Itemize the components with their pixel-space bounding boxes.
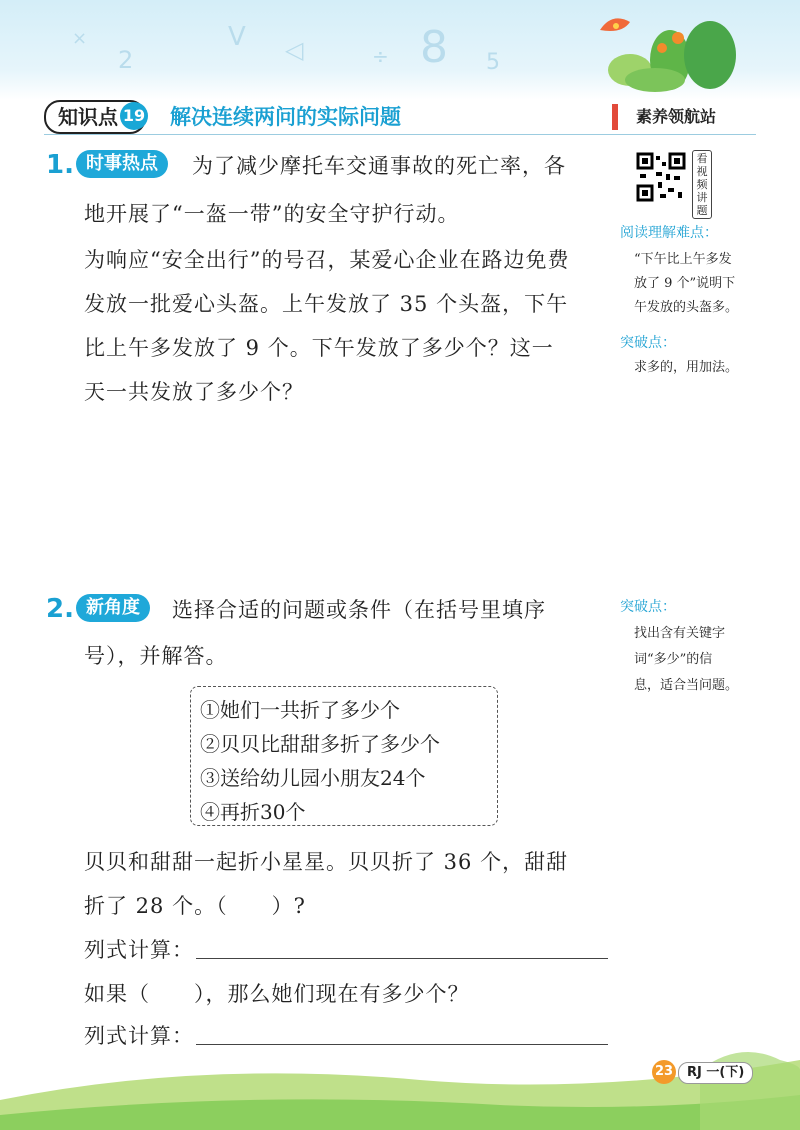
nav-title: 素养领航站 <box>636 107 717 126</box>
decor-2: 2 <box>118 46 134 74</box>
question-2-body-line: 如果（ ），那么她们现在有多少个？ <box>84 982 470 1006</box>
reading-difficulty-head: 阅读理解难点： <box>620 225 718 241</box>
question-2-line: 选择合适的问题或条件（在括号里填序 <box>172 598 546 622</box>
question-1-line: 比上午多发放了 9 个。下午发放了多少个？这一 <box>84 336 554 360</box>
calculation-label: 列式计算： <box>84 1024 194 1048</box>
question-1-line: 为响应“安全出行”的号召，某爱心企业在路边免费 <box>84 248 570 272</box>
option-item: ①她们一共折了多少个 <box>200 698 400 722</box>
reading-note-line: 午发放的头盔多。 <box>634 300 739 315</box>
breakthrough-line: 词“多少”的信 <box>634 652 713 667</box>
decor-triangle: ◁ <box>285 36 304 64</box>
breakthrough-head-2: 突破点： <box>620 599 676 615</box>
edition-label: RJ 一(下) <box>678 1062 753 1084</box>
question-2-body-line: 贝贝和甜甜一起折小星星。贝贝折了 36 个，甜甜 <box>84 850 569 874</box>
plant-illustration <box>600 0 740 95</box>
question-2-number: 2. <box>46 594 74 624</box>
knowledge-point-label: 知识点 <box>44 100 146 134</box>
decor-divide: ÷ <box>372 44 389 68</box>
decor-x: × <box>72 28 88 49</box>
breakthrough-line: 找出含有关键字 <box>634 626 726 641</box>
question-1-line: 发放一批爱心头盔。上午发放了 35 个头盔，下午 <box>84 292 569 316</box>
option-item: ②贝贝比甜甜多折了多少个 <box>200 732 440 756</box>
page-number: 23 <box>652 1060 676 1084</box>
qr-label: 看视频讲题 <box>692 150 712 219</box>
decor-v: V <box>228 22 246 52</box>
qr-code-icon[interactable] <box>636 152 686 202</box>
question-1-line: 天一共发放了多少个？ <box>84 380 304 404</box>
decor-5: 5 <box>486 50 500 75</box>
reading-note-line: 放了 9 个”说明下 <box>634 276 736 291</box>
question-1-line: 为了减少摩托车交通事故的死亡率，各 <box>192 154 566 178</box>
calculation-label: 列式计算： <box>84 938 194 962</box>
breakthrough-line: 息，适合当问题。 <box>634 678 739 693</box>
option-item: ③送给幼儿园小朋友24个 <box>200 766 426 790</box>
answer-line-1[interactable] <box>196 958 608 959</box>
question-1-tag: 时事热点 <box>76 150 168 178</box>
knowledge-point-number: 19 <box>120 102 148 130</box>
section-title: 解决连续两问的实际问题 <box>170 105 401 129</box>
question-1-number: 1. <box>46 150 74 180</box>
question-2-body-line: 折了 28 个。（ ）? <box>84 894 306 918</box>
header-divider <box>44 134 756 135</box>
breakthrough-head: 突破点： <box>620 335 676 351</box>
nav-marker <box>612 104 618 130</box>
question-1-line: 地开展了“一盔一带”的安全守护行动。 <box>84 202 460 226</box>
decor-8: 8 <box>420 22 448 73</box>
breakthrough-text: 求多的，用加法。 <box>634 360 739 375</box>
reading-note-line: “下午比上午多发 <box>634 252 732 267</box>
option-item: ④再折30个 <box>200 800 306 824</box>
question-2-tag: 新角度 <box>76 594 150 622</box>
grass-footer <box>0 1040 800 1130</box>
question-2-line: 号），并解答。 <box>84 644 228 668</box>
